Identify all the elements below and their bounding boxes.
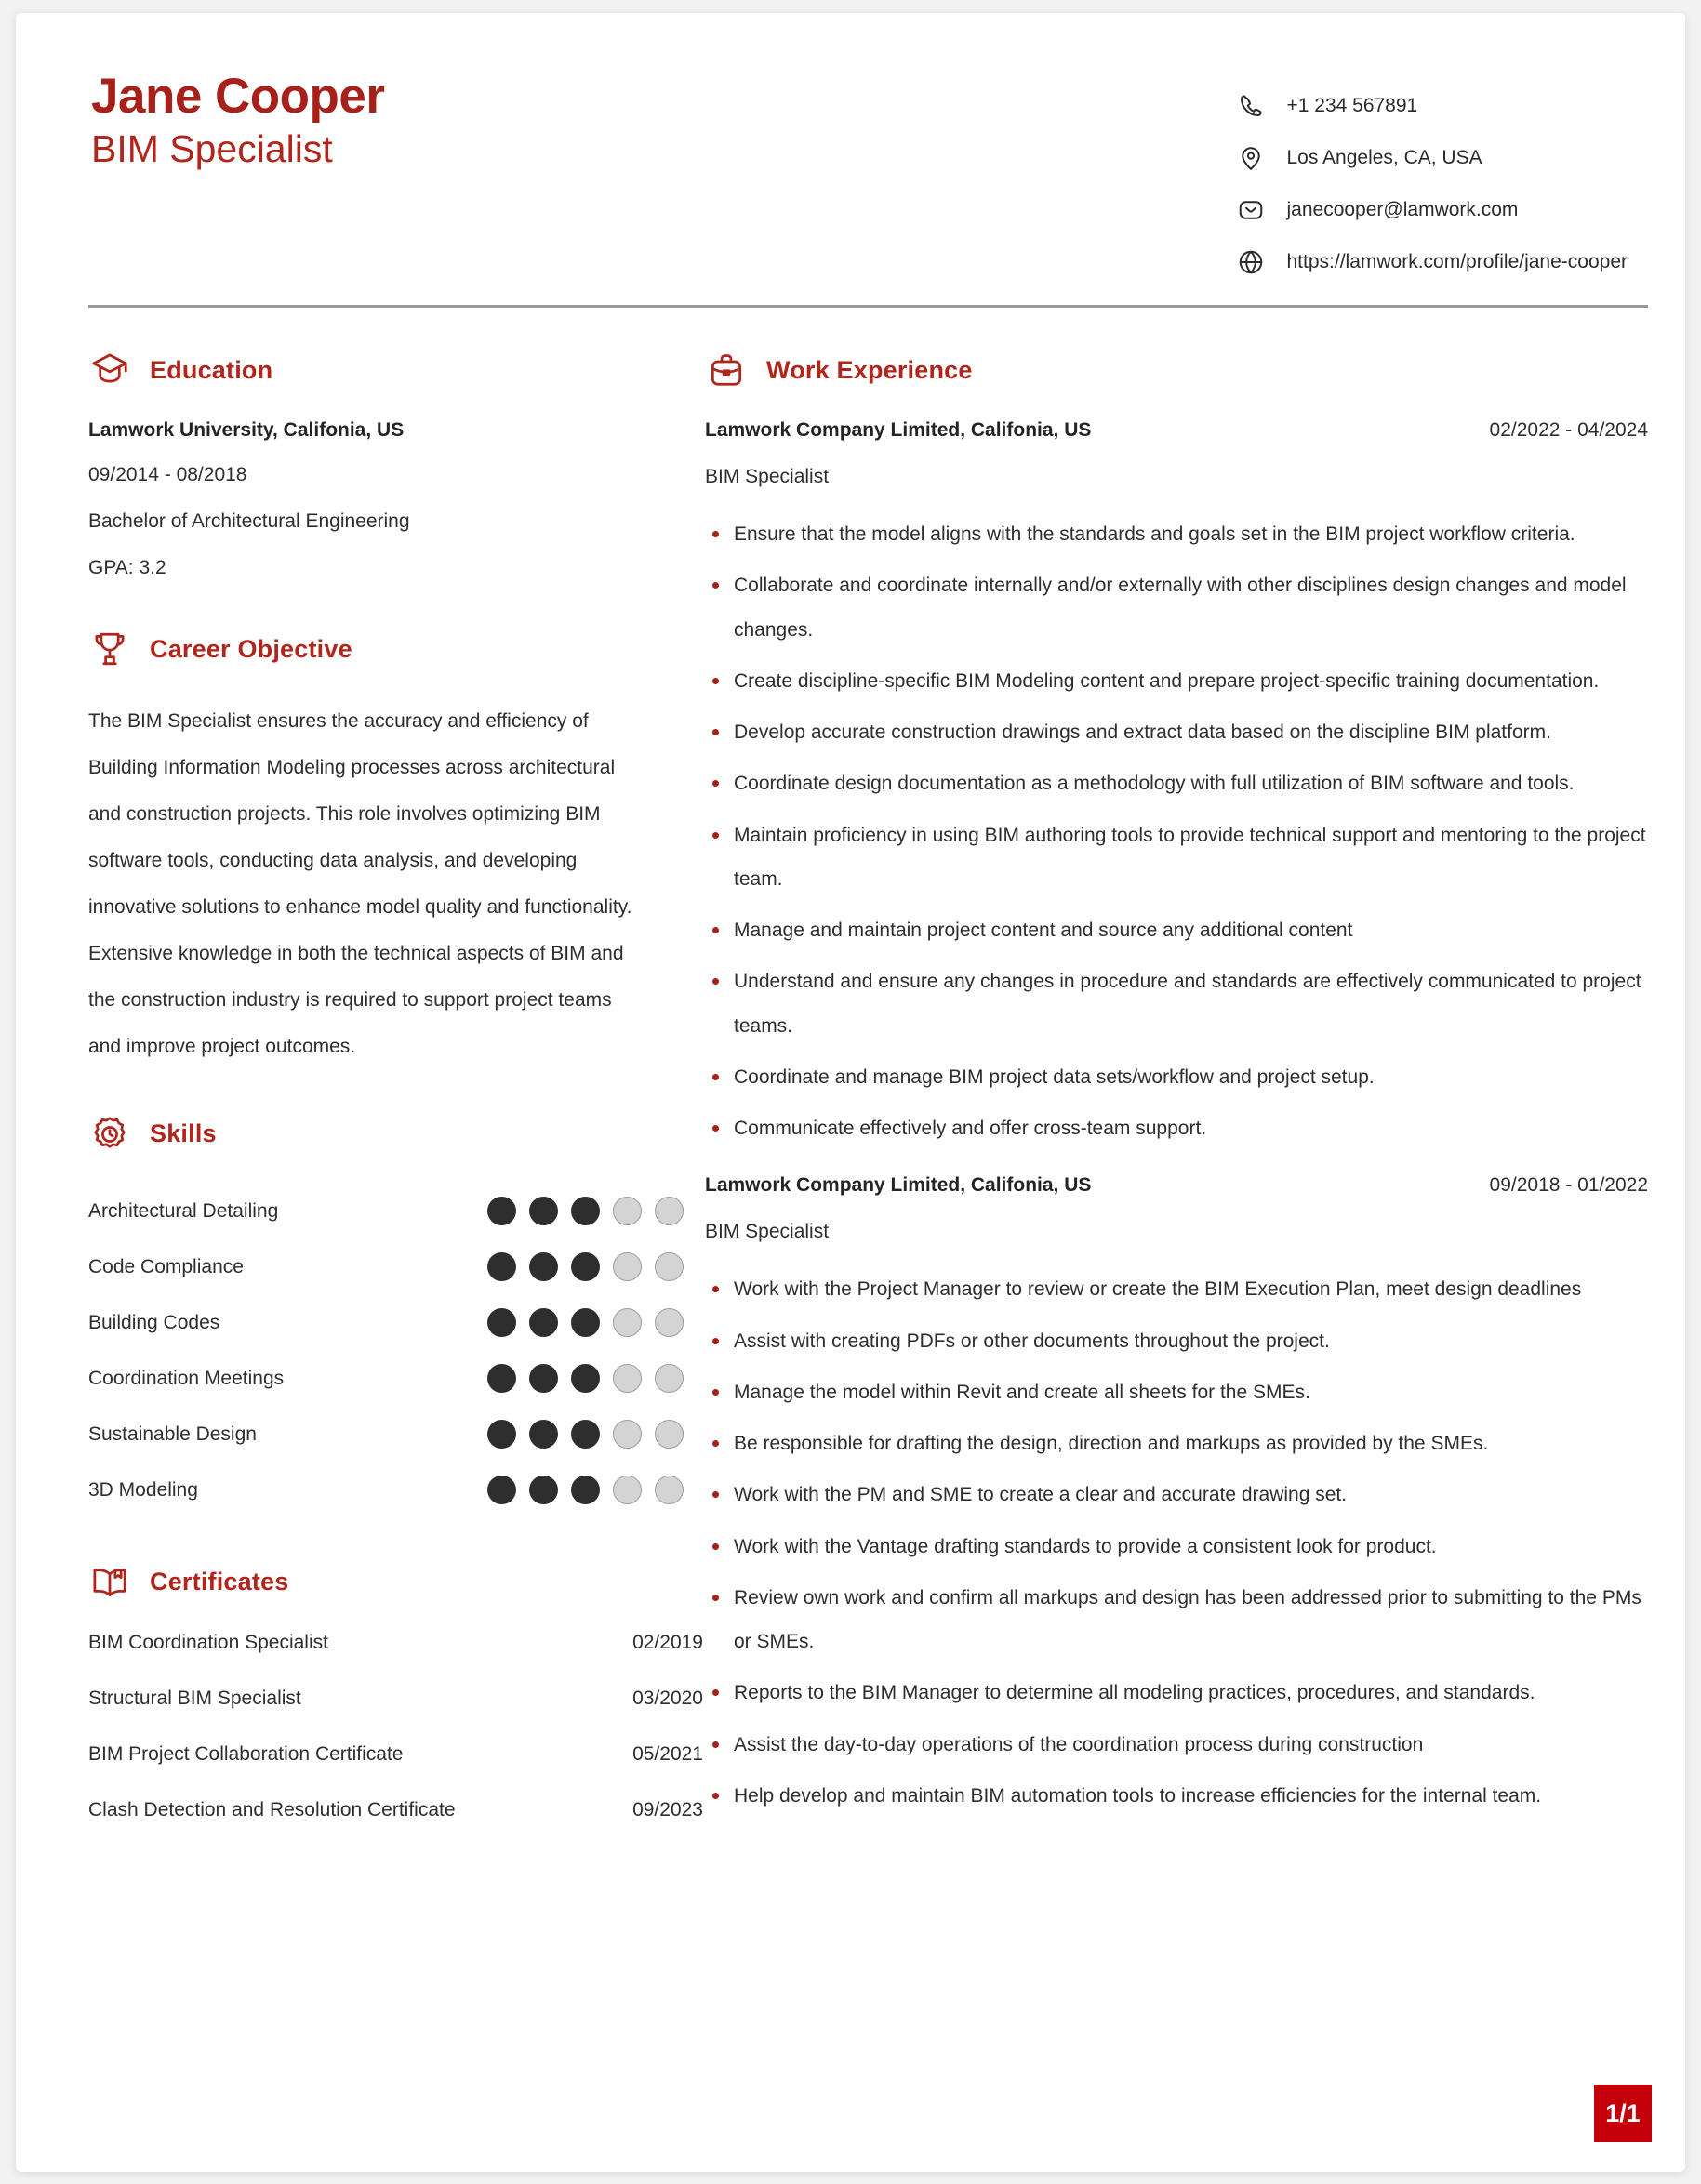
education-heading	[88, 349, 705, 391]
certificates-heading	[88, 1561, 705, 1604]
job-bullet: Assist with creating PDFs or other documents throughout the project.	[705, 1319, 1648, 1363]
skill-row	[88, 1239, 705, 1295]
job-bullet: Collaborate and coordinate internally and/or externally with other disciplines design changes and model changes.	[705, 563, 1648, 652]
skills-title: Skills	[150, 1119, 217, 1148]
contact-phone-text: +1 234 567891	[1286, 95, 1418, 116]
education-gpa: GPA: 3.2	[88, 557, 166, 578]
rating-dot-filled	[529, 1420, 558, 1449]
skills-list	[88, 1184, 705, 1518]
rating-dot-empty	[655, 1420, 684, 1449]
skill-rating	[487, 1364, 705, 1393]
skill-row	[88, 1295, 705, 1351]
rating-dot-empty	[655, 1364, 684, 1393]
section-work-experience	[705, 349, 1648, 1818]
section-skills	[88, 1113, 705, 1518]
certificates-list	[88, 1632, 705, 1855]
contact-row-phone[interactable]	[1235, 80, 1628, 132]
job-bullet: Review own work and confirm all markups and design has been addressed prior to submitting to the PMs or SMEs.	[705, 1576, 1648, 1664]
rating-dot-filled	[529, 1252, 558, 1281]
certificate-row	[88, 1688, 705, 1743]
job-bullet: Be responsible for drafting the design, direction and markups as provided by the SMEs.	[705, 1422, 1648, 1465]
trophy-icon	[88, 628, 131, 670]
job-responsibilities	[705, 1267, 1648, 1818]
skill-label: Coordination Meetings	[88, 1367, 285, 1389]
rating-dot-filled	[529, 1308, 558, 1337]
rating-dot-empty	[655, 1476, 684, 1504]
rating-dot-filled	[571, 1252, 600, 1281]
location-icon	[1235, 142, 1267, 174]
skill-label: Architectural Detailing	[88, 1199, 279, 1222]
certificate-name: Clash Detection and Resolution Certificate	[88, 1798, 456, 1820]
contact-location-text: Los Angeles, CA, USA	[1286, 147, 1482, 168]
job-bullet: Develop accurate construction drawings and extract data based on the discipline BIM platform.	[705, 710, 1648, 754]
gear-icon	[88, 1113, 131, 1156]
rating-dot-filled	[487, 1364, 516, 1393]
job-bullet: Manage and maintain project content and source any additional content	[705, 908, 1648, 952]
page-indicator: 1/1	[1594, 2085, 1652, 2142]
objective-heading	[88, 628, 705, 670]
skill-rating	[487, 1308, 705, 1337]
skill-label: 3D Modeling	[88, 1478, 198, 1501]
job-header	[705, 419, 1648, 442]
rating-dot-empty	[613, 1197, 642, 1225]
job-date: 02/2022 - 04/2024	[1489, 419, 1648, 441]
rating-dot-filled	[571, 1476, 600, 1504]
certificate-name: BIM Coordination Specialist	[88, 1631, 328, 1653]
rating-dot-filled	[529, 1476, 558, 1504]
rating-dot-empty	[613, 1252, 642, 1281]
skill-rating	[487, 1252, 705, 1281]
job-bullet: Maintain proficiency in using BIM authoring tools to provide technical support and mentoring to the project team.	[705, 814, 1648, 902]
skills-heading	[88, 1113, 705, 1156]
certificate-date: 05/2021	[632, 1742, 703, 1765]
job-company: Lamwork Company Limited, Califonia, US	[705, 1174, 1092, 1197]
rating-dot-filled	[487, 1308, 516, 1337]
education-school: Lamwork University, Califonia, US	[88, 419, 405, 441]
certificate-name: BIM Project Collaboration Certificate	[88, 1742, 404, 1765]
skill-label: Code Compliance	[88, 1255, 244, 1277]
phone-icon	[1235, 90, 1267, 122]
job-bullet: Understand and ensure any changes in procedure and standards are effectively communicated to project teams.	[705, 960, 1648, 1048]
skill-rating	[487, 1420, 705, 1449]
contact-row-location[interactable]	[1235, 132, 1628, 184]
rating-dot-filled	[487, 1476, 516, 1504]
rating-dot-filled	[487, 1420, 516, 1449]
certificate-date: 03/2020	[632, 1687, 703, 1709]
certificate-row	[88, 1799, 705, 1855]
job-bullet: Create discipline-specific BIM Modeling content and prepare project-specific training documentation.	[705, 659, 1648, 703]
skill-rating	[487, 1476, 705, 1504]
identity-block	[73, 69, 385, 174]
job-bullet: Work with the Vantage drafting standards to provide a consistent look for product.	[705, 1525, 1648, 1569]
left-column	[88, 349, 705, 1864]
job-bullet: Work with the PM and SME to create a clear and accurate drawing set.	[705, 1473, 1648, 1516]
resume-body	[73, 349, 1648, 1864]
section-education	[88, 349, 705, 579]
job-bullet: Help develop and maintain BIM automation tools to increase efficiencies for the internal team.	[705, 1774, 1648, 1818]
job-bullet: Coordinate and manage BIM project data sets/workflow and project setup.	[705, 1055, 1648, 1099]
certificate-date: 02/2019	[632, 1631, 703, 1653]
rating-dot-filled	[571, 1197, 600, 1225]
skill-label: Building Codes	[88, 1311, 220, 1333]
certificates-title: Certificates	[150, 1568, 289, 1596]
objective-text: The BIM Specialist ensures the accuracy and efficiency of Building Information Modeling processes across architectural and construction projects. This role involves optimizing BIM software tools, conducting data analysis, and developing innovative solutions to enhance model quality and functionality. Extensive knowledge in both the technical aspects of BIM and the construction industry is required to support project teams and improve project outcomes.	[88, 710, 632, 1057]
open-book-icon	[88, 1561, 131, 1604]
skill-row	[88, 1463, 705, 1518]
rating-dot-filled	[487, 1252, 516, 1281]
skill-row	[88, 1407, 705, 1463]
right-column	[705, 349, 1648, 1864]
rating-dot-empty	[613, 1364, 642, 1393]
rating-dot-filled	[529, 1364, 558, 1393]
resume-header	[73, 58, 1633, 288]
job-entry	[705, 419, 1648, 1150]
section-certificates	[88, 1561, 705, 1855]
graduation-cap-icon	[88, 349, 131, 391]
rating-dot-empty	[655, 1252, 684, 1281]
candidate-role: BIM Specialist	[91, 127, 333, 171]
rating-dot-empty	[613, 1420, 642, 1449]
rating-dot-empty	[613, 1476, 642, 1504]
contact-row-website[interactable]	[1235, 236, 1628, 288]
job-bullet: Reports to the BIM Manager to determine all modeling practices, procedures, and standards.	[705, 1671, 1648, 1714]
section-career-objective	[88, 628, 705, 1070]
education-dates: 09/2014 - 08/2018	[88, 464, 247, 485]
rating-dot-filled	[487, 1197, 516, 1225]
job-bullet: Ensure that the model aligns with the standards and goals set in the BIM project workflow criteria.	[705, 512, 1648, 556]
education-degree: Bachelor of Architectural Engineering	[88, 510, 410, 532]
skill-label: Sustainable Design	[88, 1423, 257, 1445]
contact-row-email[interactable]	[1235, 184, 1628, 236]
job-date: 09/2018 - 01/2022	[1489, 1174, 1648, 1197]
email-icon	[1235, 194, 1267, 226]
certificate-date: 09/2023	[632, 1798, 703, 1820]
certificate-name: Structural BIM Specialist	[88, 1687, 301, 1709]
rating-dot-filled	[571, 1308, 600, 1337]
rating-dot-empty	[655, 1197, 684, 1225]
contact-email-text: janecooper@lamwork.com	[1286, 199, 1519, 220]
skill-row	[88, 1351, 705, 1407]
contact-website-text: https://lamwork.com/profile/jane-cooper	[1286, 251, 1628, 272]
rating-dot-filled	[571, 1420, 600, 1449]
rating-dot-empty	[655, 1308, 684, 1337]
job-company: Lamwork Company Limited, Califonia, US	[705, 419, 1092, 441]
job-bullet: Work with the Project Manager to review or create the BIM Execution Plan, meet design deadlines	[705, 1267, 1648, 1311]
job-role: BIM Specialist	[705, 466, 830, 487]
skill-rating	[487, 1197, 705, 1225]
certificate-row	[88, 1632, 705, 1688]
header-divider	[88, 305, 1648, 308]
contact-list	[1235, 80, 1634, 288]
objective-title: Career Objective	[150, 634, 352, 663]
skill-row	[88, 1184, 705, 1239]
job-role: BIM Specialist	[705, 1221, 830, 1243]
education-title: Education	[150, 355, 273, 384]
job-responsibilities	[705, 512, 1648, 1150]
job-bullet: Manage the model within Revit and create all sheets for the SMEs.	[705, 1370, 1648, 1414]
globe-icon	[1235, 246, 1267, 278]
job-header	[705, 1174, 1648, 1197]
rating-dot-filled	[571, 1364, 600, 1393]
job-bullet: Assist the day-to-day operations of the coordination process during construction	[705, 1723, 1648, 1767]
rating-dot-filled	[529, 1197, 558, 1225]
job-bullet: Coordinate design documentation as a methodology with full utilization of BIM software and tools.	[705, 761, 1648, 805]
job-bullet: Communicate effectively and offer cross-team support.	[705, 1106, 1648, 1150]
rating-dot-empty	[613, 1308, 642, 1337]
job-entry	[705, 1174, 1648, 1818]
candidate-name: Jane Cooper	[91, 69, 385, 124]
work-heading	[705, 349, 1648, 391]
briefcase-icon	[705, 349, 748, 391]
work-title: Work Experience	[766, 355, 973, 384]
certificate-row	[88, 1743, 705, 1799]
resume-page	[16, 13, 1685, 2172]
